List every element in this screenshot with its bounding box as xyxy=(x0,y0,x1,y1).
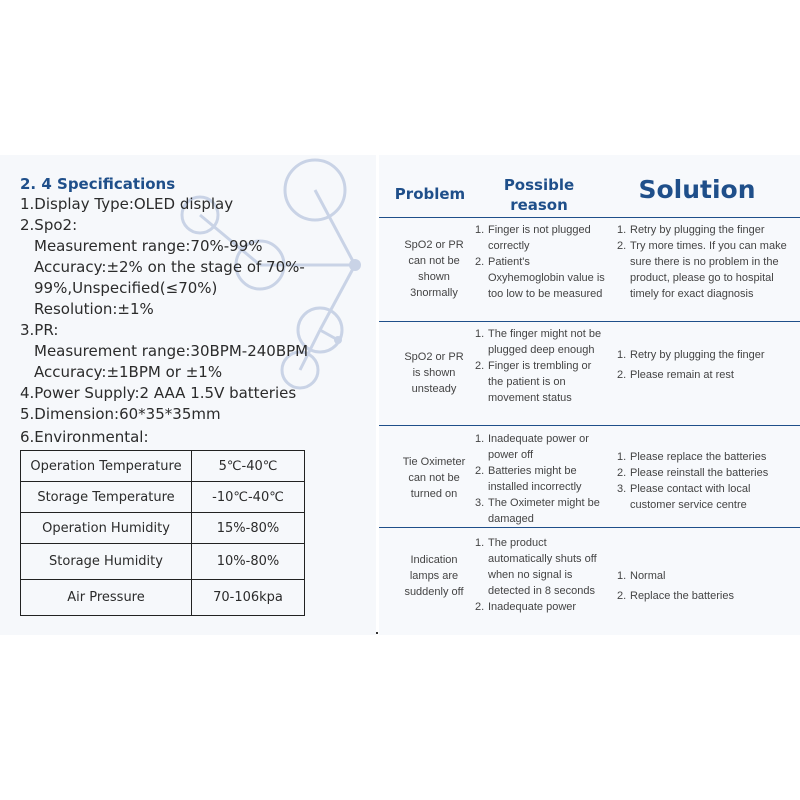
solution-list xyxy=(617,345,797,385)
display-type: 1.Display Type:OLED display xyxy=(20,195,234,213)
environmental-table xyxy=(20,450,305,616)
item-text: Batteries might be installed incorrectly xyxy=(488,465,582,493)
solution-list xyxy=(617,222,797,302)
problem-cell xyxy=(379,349,489,397)
env-name: Storage Temperature xyxy=(21,482,192,513)
item-text: The finger might not be plugged deep enough xyxy=(488,328,602,356)
item-number: 2. xyxy=(617,467,627,479)
item-text: Please reinstall the batteries xyxy=(630,467,769,479)
problem-line: Indication xyxy=(410,554,458,566)
environmental-heading: 6.Environmental: xyxy=(20,428,149,446)
item-number: 1. xyxy=(475,537,485,549)
pr-heading: 3.PR: xyxy=(20,321,59,339)
item-number: 2. xyxy=(475,465,485,477)
list-item xyxy=(617,222,797,238)
item-text: Replace the batteries xyxy=(630,590,734,602)
problem-line: turned on xyxy=(410,488,458,500)
item-text: Normal xyxy=(630,570,666,582)
item-number: 2. xyxy=(617,240,627,252)
list-item xyxy=(475,326,609,358)
spo2-accuracy-line2: 99%,Unspecified(≤70%) xyxy=(34,279,218,297)
item-number: 1. xyxy=(617,349,627,361)
item-number: 1. xyxy=(617,451,627,463)
item-number: 2. xyxy=(475,256,485,268)
item-number: 1. xyxy=(475,328,485,340)
item-text: Finger is not plugged correctly xyxy=(488,224,591,252)
divider xyxy=(379,217,800,218)
spo2-heading: 2.Spo2: xyxy=(20,216,78,234)
problem-line: unsteady xyxy=(411,383,457,395)
divider xyxy=(379,321,800,322)
problem-line: 3normally xyxy=(410,287,458,299)
list-item xyxy=(475,254,609,302)
solution-list xyxy=(617,566,797,606)
list-item xyxy=(475,358,609,406)
list-item xyxy=(475,535,609,599)
divider xyxy=(379,425,800,426)
list-item xyxy=(617,449,797,465)
specifications-panel xyxy=(0,155,376,635)
problem-line: can not be xyxy=(408,472,460,484)
header-reason-line2: reason xyxy=(510,196,568,214)
spo2-resolution: Resolution:±1% xyxy=(34,300,154,318)
power-supply: 4.Power Supply:2 AAA 1.5V batteries xyxy=(20,384,297,402)
list-item xyxy=(617,238,797,302)
table-row xyxy=(21,513,305,544)
item-text: Please replace the batteries xyxy=(630,451,767,463)
env-value: -10℃-40℃ xyxy=(192,482,305,513)
item-text: Patient's Oxyhemoglobin value is too low to be measured xyxy=(488,256,605,300)
list-item xyxy=(475,495,609,527)
problem-line: can not be xyxy=(408,255,460,267)
problem-line: suddenly off xyxy=(404,586,464,598)
item-text: Please contact with local customer service centre xyxy=(630,483,751,511)
list-item xyxy=(475,463,609,495)
env-name: Air Pressure xyxy=(21,580,192,616)
item-number: 3. xyxy=(617,483,627,495)
item-number: 3. xyxy=(475,497,485,509)
item-text: The product automatically shuts off when no signal is detected in 8 seconds xyxy=(488,537,597,597)
problem-line: lamps are xyxy=(409,570,459,582)
list-item xyxy=(617,586,797,606)
item-number: 1. xyxy=(475,433,485,445)
item-number: 2. xyxy=(617,369,627,381)
list-item xyxy=(617,465,797,481)
reason-list xyxy=(475,222,609,302)
item-text: Inadequate power or power off xyxy=(488,433,589,461)
env-value: 10%-80% xyxy=(192,544,305,580)
table-row xyxy=(21,580,305,616)
list-item xyxy=(475,599,609,615)
header-problem: Problem xyxy=(394,185,466,203)
divider xyxy=(379,527,800,528)
header-solution: Solution xyxy=(638,175,756,204)
header-reason-line1: Possible xyxy=(503,176,575,194)
spo2-range: Measurement range:70%-99% xyxy=(34,237,263,255)
env-name: Operation Temperature xyxy=(21,451,192,482)
item-number: 2. xyxy=(475,360,485,372)
problem-line: SpO2 or PR xyxy=(404,351,464,363)
problem-line: is shown xyxy=(412,367,456,379)
item-number: 1. xyxy=(617,224,627,236)
table-row xyxy=(21,451,305,482)
reason-list xyxy=(475,431,609,527)
reason-list xyxy=(475,535,609,615)
troubleshooting-panel xyxy=(379,155,800,635)
reason-list xyxy=(475,326,609,406)
dimension: 5.Dimension:60*35*35mm xyxy=(20,405,221,423)
problem-line: shown xyxy=(418,271,450,283)
list-item xyxy=(617,566,797,586)
problem-line: Tie Oximeter xyxy=(402,456,466,468)
item-text: Please remain at rest xyxy=(630,369,734,381)
specifications-title: 2. 4 Specifications xyxy=(20,175,176,193)
stray-dot xyxy=(376,632,378,634)
list-item xyxy=(617,365,797,385)
item-text: The Oximeter might be damaged xyxy=(488,497,600,525)
problem-cell xyxy=(379,237,489,301)
list-item xyxy=(475,222,609,254)
list-item xyxy=(475,431,609,463)
item-text: Finger is trembling or the patient is on movement status xyxy=(488,360,592,404)
solution-list xyxy=(617,449,797,513)
list-item xyxy=(617,481,797,513)
item-number: 2. xyxy=(617,590,627,602)
list-item xyxy=(617,345,797,365)
spo2-accuracy-line1: Accuracy:±2% on the stage of 70%- xyxy=(34,258,305,276)
item-number: 1. xyxy=(617,570,627,582)
problem-cell xyxy=(379,454,489,502)
item-text: Try more times. If you can make sure there is no problem in the product, please go to hospital timely for exact diagnosis xyxy=(630,240,787,300)
item-text: Inadequate power xyxy=(488,601,577,613)
env-value: 5℃-40℃ xyxy=(192,451,305,482)
item-text: Retry by plugging the finger xyxy=(630,349,765,361)
item-number: 1. xyxy=(475,224,485,236)
pr-range: Measurement range:30BPM-240BPM xyxy=(34,342,309,360)
table-row xyxy=(21,482,305,513)
item-number: 2. xyxy=(475,601,485,613)
problem-line: SpO2 or PR xyxy=(404,239,464,251)
problem-cell xyxy=(379,552,489,600)
env-value: 15%-80% xyxy=(192,513,305,544)
env-name: Storage Humidity xyxy=(21,544,192,580)
env-value: 70-106kpa xyxy=(192,580,305,616)
env-name: Operation Humidity xyxy=(21,513,192,544)
pr-accuracy: Accuracy:±1BPM or ±1% xyxy=(34,363,223,381)
item-text: Retry by plugging the finger xyxy=(630,224,765,236)
table-row xyxy=(21,544,305,580)
